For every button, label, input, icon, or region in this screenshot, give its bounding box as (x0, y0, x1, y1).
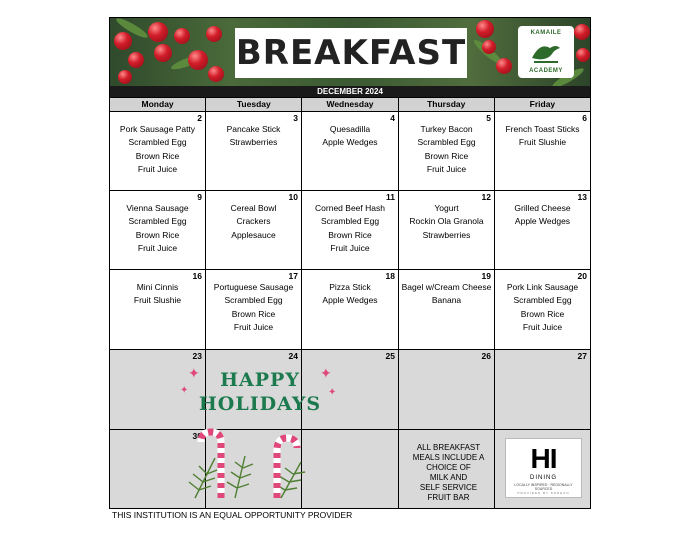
happy-holidays-art (180, 363, 340, 423)
menu-item: Pizza Stick (329, 282, 371, 292)
day-cell (399, 350, 495, 430)
menu-items (110, 123, 205, 176)
sparkle-icon: ✦ (188, 365, 200, 381)
day-cell (206, 270, 302, 350)
menu-items (302, 123, 398, 150)
header-banner (110, 18, 590, 86)
note-line: CHOICE OF (426, 463, 471, 472)
menu-item: Strawberries (422, 229, 471, 240)
holiday-line-1: HAPPY (220, 369, 300, 391)
menu-item: Quesadilla (329, 124, 371, 134)
day-number: 12 (481, 192, 491, 202)
menu-item: Brown Rice (424, 150, 469, 161)
day-cell (399, 191, 495, 270)
day-cell (495, 270, 590, 350)
menu-item: Rockin Ola Granola (409, 216, 484, 227)
sparkle-icon: ✦ (180, 385, 189, 396)
day-number: 6 (582, 113, 587, 123)
day-cell (302, 191, 399, 270)
menu-items (206, 123, 301, 150)
holiday-line-2: HOLIDAYS (198, 393, 322, 415)
note-line: MEALS INCLUDE A (412, 453, 485, 462)
logo-tagline: LOCALLY INSPIRED · REGIONALLY SOURCED (514, 483, 573, 491)
day-number: 16 (192, 271, 202, 281)
day-number: 18 (385, 271, 395, 281)
day-number: 9 (197, 192, 202, 202)
day-cell (495, 112, 590, 191)
menu-items (399, 281, 494, 308)
note-line: MILK AND (429, 473, 468, 482)
menu-item: Brown Rice (135, 150, 180, 161)
menu-item: Bagel w/Cream Cheese (401, 282, 492, 292)
day-number: 10 (288, 192, 298, 202)
day-number: 3 (293, 113, 298, 123)
menu-item: Corned Beef Hash (315, 203, 385, 213)
day-number: 25 (385, 351, 395, 361)
menu-items (399, 202, 494, 242)
menu-item: Fruit Slushie (518, 137, 567, 148)
day-number: 23 (192, 351, 202, 361)
footer-disclaimer: THIS INSTITUTION IS AN EQUAL OPPORTUNITY PROVIDER (112, 510, 353, 520)
menu-item: Turkey Bacon (420, 124, 473, 134)
note-line: FRUIT BAR (427, 493, 470, 502)
menu-item: Fruit Juice (137, 163, 178, 174)
day-number: 20 (577, 271, 587, 281)
menu-item: Pancake Stick (226, 124, 281, 134)
weekday-label: Tuesday (206, 98, 302, 111)
menu-item: Yogurt (434, 203, 459, 213)
day-number: 24 (288, 351, 298, 361)
menu-item: Apple Wedges (322, 137, 378, 148)
hi-dining-logo (505, 438, 582, 498)
day-cell (399, 270, 495, 350)
menu-items (110, 202, 205, 255)
logo-provider: PROVIDED BY SODEXO (517, 491, 570, 495)
day-number: 19 (481, 271, 491, 281)
day-cell (302, 270, 399, 350)
day-number: 27 (577, 351, 587, 361)
menu-item: Fruit Juice (426, 163, 467, 174)
weekday-label: Friday (529, 99, 556, 109)
day-cell (302, 112, 399, 191)
day-cell (399, 112, 495, 191)
menu-item: French Toast Sticks (505, 124, 580, 134)
day-cell (110, 112, 206, 191)
menu-item: Brown Rice (328, 229, 372, 240)
day-cell (495, 350, 590, 430)
menu-item: Apple Wedges (514, 216, 571, 227)
logo-top-text: KAMAILE (530, 30, 562, 36)
weekday-label: Thursday (399, 98, 495, 111)
menu-item: Scrambled Egg (417, 137, 476, 148)
menu-item: Brown Rice (520, 308, 565, 319)
day-cell (206, 112, 302, 191)
sparkle-icon: ✦ (328, 387, 337, 398)
menu-item: Applesauce (231, 229, 276, 240)
menu-item: Fruit Juice (522, 321, 563, 332)
menu-item: Mini Cinnis (136, 282, 179, 292)
menu-item: Crackers (236, 216, 271, 227)
logo-bottom-text: ACADEMY (529, 68, 563, 74)
day-number: 5 (486, 113, 491, 123)
menu-item: Banana (431, 295, 462, 306)
menu-item: Pork Link Sausage (506, 282, 579, 292)
menu-items (302, 281, 398, 308)
menu-item: Cereal Bowl (230, 203, 277, 213)
menu-item: Brown Rice (231, 308, 276, 319)
weekday-header (110, 97, 590, 112)
menu-item: Scrambled Egg (513, 295, 572, 306)
logo-name: DINING (530, 475, 557, 481)
month-bar: DECEMBER 2024 (110, 86, 590, 97)
day-number: 26 (481, 351, 491, 361)
title-box (235, 28, 467, 78)
day-number: 4 (390, 113, 395, 123)
sparkle-icon: ✦ (320, 365, 332, 381)
note-line: SELF SERVICE (419, 483, 478, 492)
breakfast-calendar (109, 17, 591, 509)
menu-items (495, 123, 590, 150)
menu-items (206, 281, 301, 334)
menu-item: Fruit Juice (330, 242, 370, 253)
menu-item: Pork Sausage Patty (119, 124, 196, 134)
day-cell (206, 191, 302, 270)
menu-item: Portuguese Sausage (213, 282, 294, 292)
candy-cane-icon (185, 428, 315, 500)
day-number: 30 (192, 431, 202, 441)
menu-item: Strawberries (229, 137, 278, 148)
school-logo (518, 26, 574, 78)
menu-items (302, 202, 398, 255)
day-number: 2 (197, 113, 202, 123)
menu-item: Scrambled Egg (128, 216, 187, 227)
menu-item: Scrambled Egg (224, 295, 283, 306)
day-number: 11 (386, 192, 395, 202)
day-cell (495, 191, 590, 270)
menu-item: Grilled Cheese (514, 203, 571, 213)
weekday-label: Wednesday (302, 98, 398, 111)
day-cell (110, 191, 206, 270)
menu-item: Apple Wedges (322, 295, 378, 306)
menu-item: Fruit Slushie (133, 295, 182, 306)
day-cell (110, 270, 206, 350)
menu-item: Fruit Juice (233, 321, 274, 332)
menu-items (110, 281, 205, 308)
menu-item: Brown Rice (135, 229, 180, 240)
menu-item: Scrambled Egg (320, 216, 380, 227)
day-number: 13 (577, 192, 587, 202)
menu-item: Vienna Sausage (126, 203, 189, 213)
menu-item: Scrambled Egg (128, 137, 187, 148)
menu-items (495, 281, 590, 334)
menu-items (399, 123, 494, 176)
breakfast-note (401, 443, 496, 503)
menu-items (206, 202, 301, 242)
page-title: BREAKFAST (235, 33, 467, 73)
menu-item: Fruit Juice (137, 242, 178, 253)
weekday-label: Monday (110, 98, 206, 111)
logo-mark: HI (530, 443, 557, 474)
bird-icon (530, 38, 562, 66)
menu-items (495, 202, 590, 229)
day-number: 17 (288, 271, 298, 281)
day-cell (302, 430, 399, 508)
note-line: ALL BREAKFAST (416, 443, 481, 452)
